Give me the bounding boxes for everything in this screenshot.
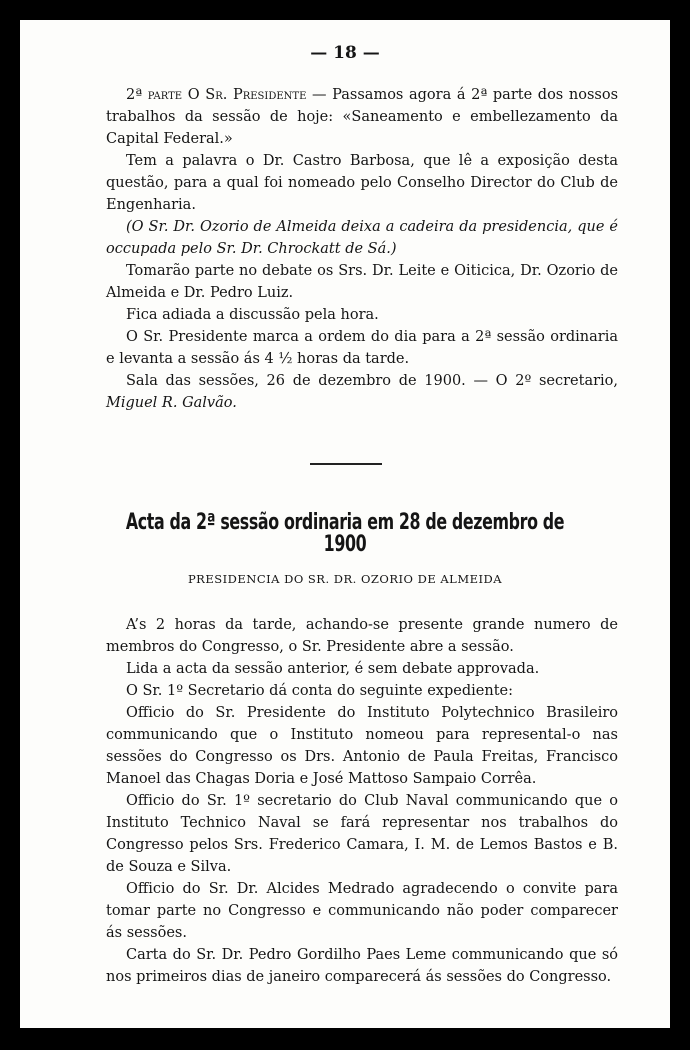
paragraph: Officio do Sr. Dr. Alcides Medrado agradecendo o convite para tomar parte no Congresso e communicando não poder comparecer ás sessões. xyxy=(106,881,618,941)
signature-line xyxy=(106,370,618,414)
signature-text: Sala das sessões, 26 de dezembro de 1900. — O 2º secretario, xyxy=(126,373,618,389)
paragraph: A’s 2 horas da tarde, achando-se presente grande numero de membros do Congresso, o Sr. Presidente abre a sessão. xyxy=(106,617,618,655)
document-page xyxy=(20,20,670,1028)
paragraph: Tomarão parte no debate os Srs. Dr. Leite e Oiticica, Dr. Ozorio de Almeida e Dr. Pedro Luiz. xyxy=(106,263,618,301)
paragraph: Tem a palavra o Dr. Castro Barbosa, que lê a exposição desta questão, para a qual foi nomeado pelo Conselho Director do Club de Engenharia. xyxy=(106,153,618,213)
section-divider xyxy=(310,463,382,465)
paragraph: Officio do Sr. Presidente do Instituto Polytechnico Brasileiro communicando que o Instituto nomeou para represental-o nas sessões do Congresso os Drs. Antonio de Paula Freitas, Francisco Manoel das Chagas Doria e José Mattoso Sampaio Corrêa. xyxy=(106,705,618,787)
part-two-paragraph xyxy=(106,84,618,150)
part-two-text: — Passamos agora á 2ª parte dos nossos trabalhos da sessão de hoje: «Saneamento e embellezamento da Capital Federal.» xyxy=(106,87,619,147)
paragraph: O Sr. Presidente marca a ordem do dia para a 2ª sessão ordinaria e levanta a sessão ás 4 ½ horas da tarde. xyxy=(106,329,618,367)
session-minutes-bottom xyxy=(106,614,618,988)
paragraph: Fica adiada a discussão pela hora. xyxy=(126,307,379,323)
paragraph: Officio do Sr. 1º secretario do Club Naval communicando que o Instituto Technico Naval se fará representar nos trabalhos do Congresso pelos Srs. Frederico Camara, I. M. de Lemos Bastos e B. de Souza e Silva. xyxy=(106,793,618,875)
signature-name: Miguel R. Galvão. xyxy=(106,395,237,411)
page-number: — 18 — xyxy=(310,43,380,63)
presidency-heading: PRESIDENCIA DO SR. DR. OZORIO DE ALMEIDA xyxy=(187,572,503,586)
act-title: Acta da 2ª sessão ordinaria em 28 de dezembro de 1900 xyxy=(125,510,565,557)
paragraph: Lida a acta da sessão anterior, é sem debate approvada. xyxy=(126,661,540,677)
paragraph: O Sr. 1º Secretario dá conta do seguinte expediente: xyxy=(126,683,513,699)
speaker-label: O Sr. Presidente xyxy=(187,87,307,103)
paragraph: Carta do Sr. Dr. Pedro Gordilho Paes Leme communicando que só nos primeiros dias de janeiro comparecerá ás sessões do Congresso. xyxy=(106,947,618,985)
part-label: 2ª parte xyxy=(126,87,183,103)
presidency-change-note: (O Sr. Dr. Ozorio de Almeida deixa a cadeira da presidencia, que é occupada pelo Sr. Dr. Chrockatt de Sá.) xyxy=(106,219,618,257)
session-minutes-top xyxy=(106,84,618,414)
